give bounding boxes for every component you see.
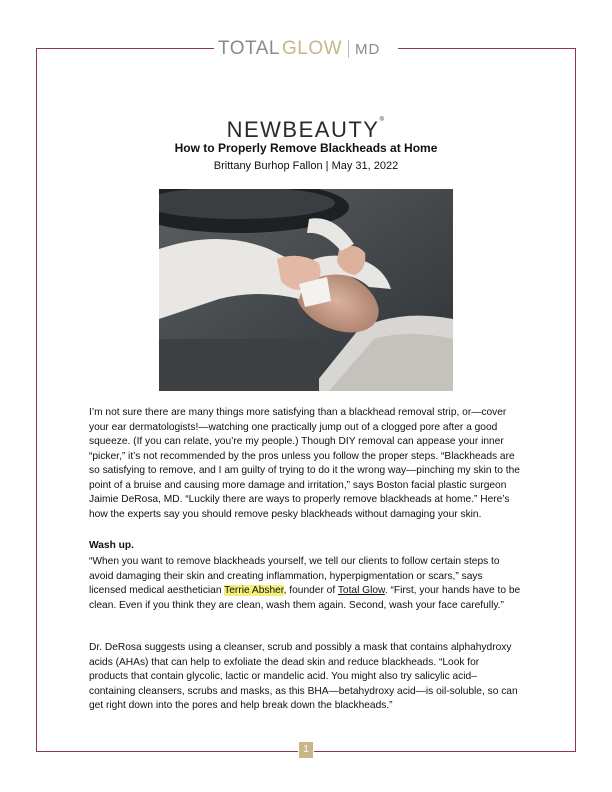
logo-glow: GLOW [281, 38, 343, 59]
section-heading-wash-up: Wash up. [89, 540, 134, 551]
masthead-name: NEWBEAUTY [226, 117, 380, 142]
article-byline: Brittany Burhop Fallon | May 31, 2022 [213, 160, 399, 172]
total-glow-md-logo [218, 34, 394, 64]
para2-text-a: “When you want to remove blackheads yourself, we tell our clients to follow certain steps to avoid damaging their skin and creating inflammation, hyperpigmentation or scars,” says licensed medical aesthetician [89, 556, 500, 596]
paragraph-intro: I’m not sure there are many things more satisfying than a blackhead removal strip, or—cover your ear dermatologists!—watching one practically jump out of a clogged pore after a good squeeze. (If you can relate, you’re my people.) Though DIY removal can appease your inner “picker,” it’s not recommended by the pros unless you follow the proper steps. “Blackheads are so satisfying to remove, and I am guilty of trying to do it the wrong way—pinching my skin to the point of a bruise and causing more damage and irritation,” says Boston facial plastic surgeon Jaimie DeRosa, MD. “Luckily there are ways to properly remove blackheads at home.” Here’s how the experts say you should remove pesky blackheads without damaging your skin. [89, 407, 520, 520]
total-glow-link[interactable]: Total Glow [337, 585, 385, 596]
logo-separator [348, 40, 349, 58]
frame-bottom-left-line [36, 751, 298, 752]
paragraph-derosa: Dr. DeRosa suggests using a cleanser, scrub and possibly a mask that contains alphahydroxy acids (AHAs) that can help to exfoliate the dead skin and reduce blackheads. “Look for products that contain glycolic, lactic or mandelic acid. You might also try salicylic acid–containing cleansers, scrubs and masks, as this BHA—betahydroxy acid—is oil-soluble, so can get right down into the pores and help break down the blackheads.” [89, 642, 518, 711]
para2-text-c: . “First, your hands have to be clean. Even if you think they are clean, wash them again. Second, wash your face carefully.” [89, 585, 521, 611]
logo-md: MD [355, 40, 381, 58]
frame-top-left-line [36, 48, 214, 49]
logo-total: TOTAL [218, 38, 280, 59]
para2-text-b: , founder of [283, 585, 338, 596]
paragraph-wash-up [89, 555, 521, 613]
page-number-badge: 1 [299, 742, 313, 758]
frame-top-right-line [398, 48, 576, 49]
registered-mark: ® [379, 117, 386, 123]
article-photo [159, 189, 453, 391]
highlighted-name-terrie-absher: Terrie Absher [224, 585, 284, 596]
article-headline: How to Properly Remove Blackheads at Home [174, 141, 438, 155]
frame-bottom-right-line [314, 751, 576, 752]
newbeauty-masthead [0, 117, 612, 143]
